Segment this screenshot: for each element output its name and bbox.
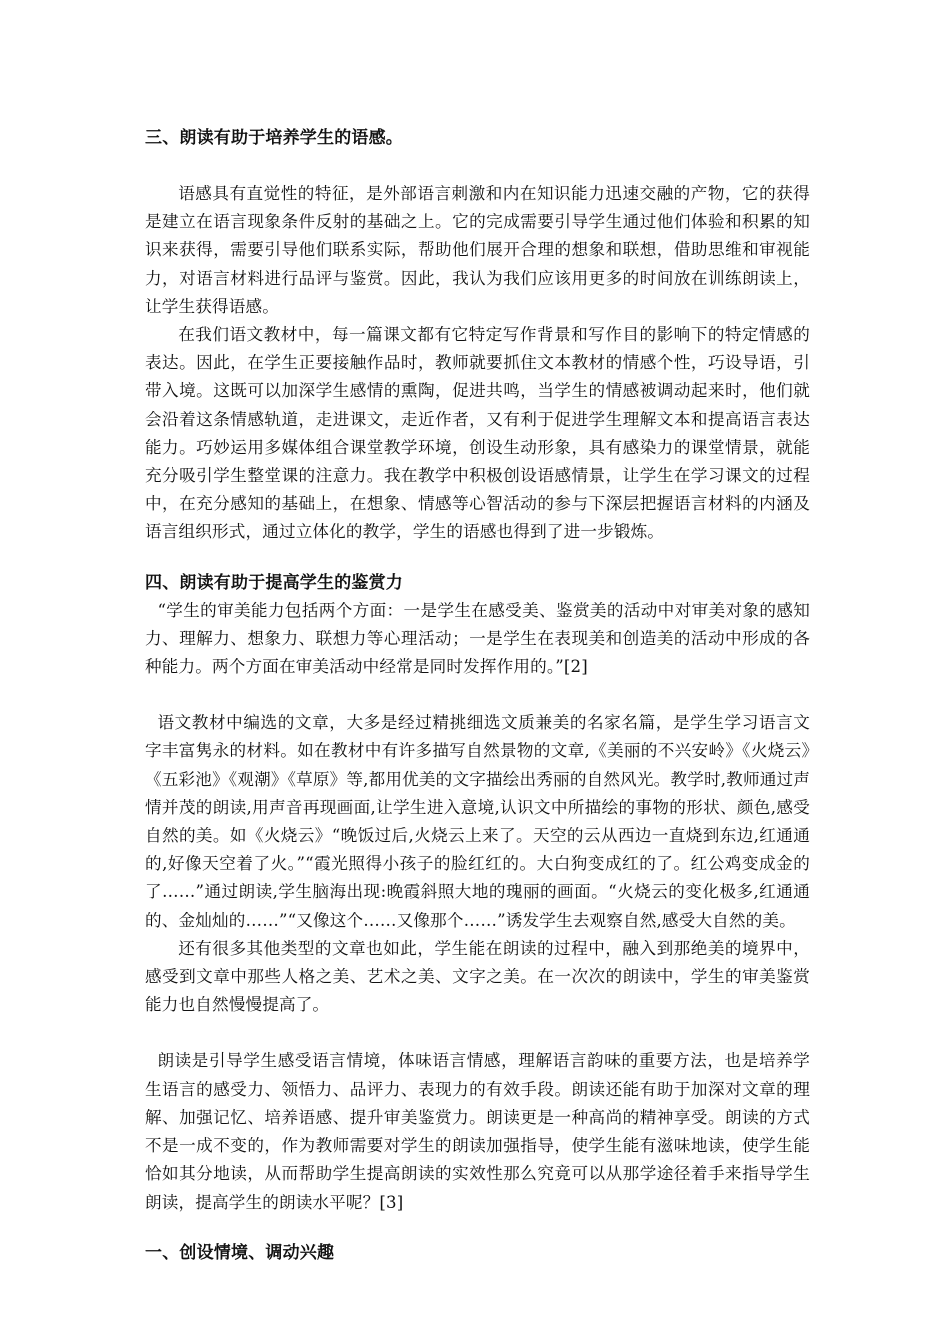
spacer (145, 681, 810, 709)
section-heading-3: 三、朗读有助于培养学生的语感。 (145, 128, 403, 148)
section-heading-4: 四、朗读有助于提高学生的鉴赏力 (145, 572, 403, 593)
document-body (145, 124, 810, 1267)
paragraph-appreciation-2: 还有很多其他类型的文章也如此，学生能在朗读的过程中，融入到那绝美的境界中，感受到文章中那些人格之美、艺术之美、文字之美。在一次次的朗读中，学生的审美鉴赏能力也自然慢慢提高了。 (145, 938, 810, 1015)
paragraph-language-sense-1: 语感具有直觉性的特征，是外部语言刺激和内在知识能力迅速交融的产物，它的获得是建立在语言现象条件反射的基础之上。它的完成需要引导学生通过他们体验和积累的知识来获得，需要引导他们联系实际，帮助他们展开合理的想象和联想，借助思维和审视能力，对语言材料进行品评与鉴赏。因此，我认为我们应该用更多的时间放在训练朗读上，让学生获得语感。 (145, 184, 810, 316)
paragraph-language-sense-2: 在我们语文教材中，每一篇课文都有它特定写作背景和写作目的影响下的特定情感的表达。因此，在学生正要接触作品时，教师就要抓住文本教材的情感个性，巧设导语，引带入境。这既可以加深学生感情的熏陶，促进共鸣，当学生的情感被调动起来时，他们就会沿着这条情感轨道，走进课文，走近作者，又有利于促进学生理解文本和提高语言表达能力。巧妙运用多媒体组合课堂教学环境，创设生动形象，具有感染力的课堂情景，就能充分吸引学生整堂课的注意力。我在教学中积极创设语感情景，让学生在学习课文的过程中，在充分感知的基础上，在想象、情感等心智活动的参与下深层把握语言材料的内涵及语言组织形式，通过立体化的教学，学生的语感也得到了进一步锻炼。 (145, 325, 810, 542)
spacer (145, 547, 810, 569)
paragraph-reading-summary: 朗读是引导学生感受语言情境，体味语言情感，理解语言韵味的重要方法，也是培养学生语言的感受力、领悟力、品评力、表现力的有效手段。朗读还能有助于加深对文章的理解、加强记忆、培养语感、提升审美鉴赏力。朗读更是一种高尚的精神享受。朗读的方式不是一成不变的，作为教师需要对学生的朗读加强指导，使学生能有滋味地读，使学生能恰如其分地读，从而帮助学生提高朗读的实效性那么究竟可以从那学途径着手来指导学生朗读，提高学生的朗读水平呢？[3] (145, 1051, 810, 1212)
paragraph-appreciation-1: 语文教材中编选的文章，大多是经过精挑细选文质兼美的名家名篇，是学生学习语言文字丰富隽永的材料。如在教材中有许多描写自然景物的文章,《美丽的不兴安岭》《火烧云》《五彩池》《观潮》《草原》等,都用优美的文字描绘出秀丽的自然风光。教学时,教师通过声情并茂的朗读,用声音再现画面,让学生进入意境,认识文中所描绘的事物的形状、颜色,感受自然的美。如《火烧云》“晚饭过后,火烧云上来了。天空的云从西边一直烧到东边,红通通的,好像天空着了火。”“霞光照得小孩子的脸红红的。大白狗变成红的了。红公鸡变成金的了……”通过朗读,学生脑海出现:晚霞斜照大地的瑰丽的画面。“火烧云的变化极多,红通通的、金灿灿的……”“又像这个……又像那个……”诱发学生去观察自然,感受大自然的美。 (145, 713, 810, 930)
quote-paragraph: “学生的审美能力包括两个方面：一是学生在感受美、鉴赏美的活动中对审美对象的感知力、理解力、想象力、联想力等心理活动；一是学生在表现美和创造美的活动中形成的各种能力。两个方面在审美活动中经常是同时发挥作用的。”[2] (145, 600, 810, 677)
spacer (145, 1019, 810, 1047)
spacer (145, 1217, 810, 1239)
spacer (145, 152, 810, 180)
section-heading-1: 一、创设情境、调动兴趣 (145, 1242, 335, 1263)
